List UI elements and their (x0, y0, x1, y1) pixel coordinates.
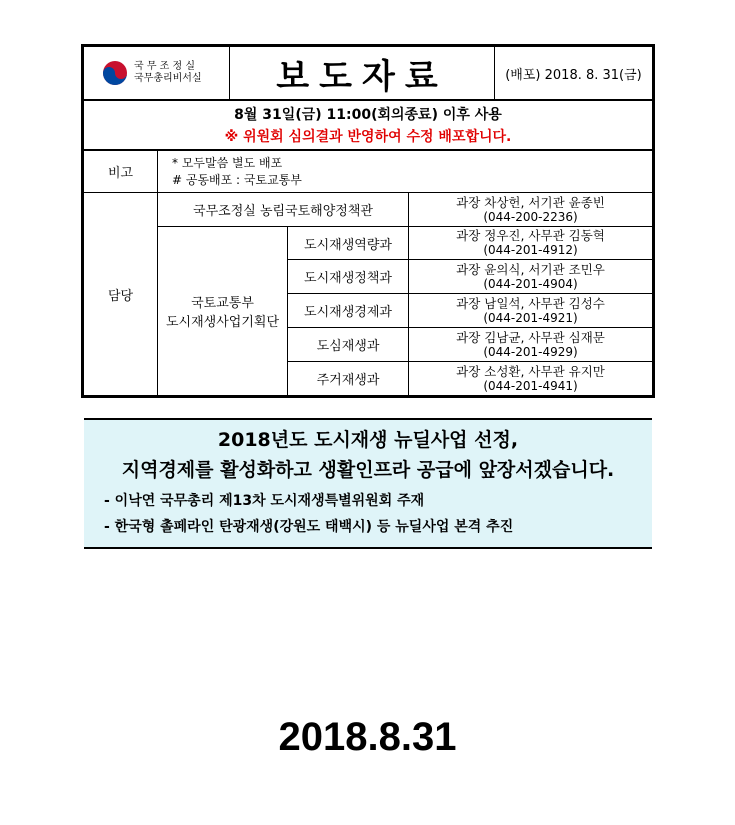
contact-person (409, 362, 653, 396)
contact-person (409, 193, 653, 227)
org-name-1: 국 무 조 정 실 (134, 61, 196, 72)
contact-dept-molit: 국토교통부 도시재생사업기획단 (158, 227, 288, 396)
contact-phone: (044-200-2236) (483, 209, 578, 224)
org-name-2: 국무총리비서실 (134, 73, 202, 84)
contact-label: 담당 (84, 193, 158, 396)
contact-names: 과장 정우진, 사무관 김동혁 (456, 228, 605, 243)
footer-date: 2018.8.31 (278, 715, 457, 759)
press-release-header-table (81, 44, 655, 398)
contact-names: 과장 김남균, 사무관 심재문 (456, 329, 605, 345)
contact-sub-dept: 도시재생정책과 (288, 260, 409, 294)
headline-line-1: 2018년도 도시재생 뉴딜사업 선정, (217, 429, 519, 451)
embargo-cell (84, 101, 653, 150)
contact-person (409, 227, 653, 260)
contact-phone: (044-201-4912) (483, 243, 578, 257)
org-logo-cell (84, 47, 230, 100)
contact-person (409, 328, 653, 362)
summary-bullet: - 한국형 촐페라인 탄광재생(강원도 태백시) 등 뉴딜사업 본격 추진 (104, 519, 514, 535)
contact-names: 과장 소성환, 사무관 유지만 (456, 363, 605, 379)
contact-phone: (044-201-4904) (483, 276, 578, 291)
release-date: (배포) 2018. 8. 31(금) (495, 47, 653, 100)
contact-person (409, 294, 653, 328)
remarks-label: 비고 (84, 151, 158, 193)
contact-dept-opm: 국무조정실 농림국토해양정책관 (158, 193, 409, 227)
contact-phone: (044-201-4941) (483, 378, 578, 393)
remark-item: # 공동배포 : 국토교통부 (172, 172, 302, 187)
revision-notice: ※ 위원회 심의결과 반영하여 수정 배포합니다. (224, 129, 512, 145)
headline-line-2: 지역경제를 활성화하고 생활인프라 공급에 앞장서겠습니다. (121, 459, 615, 481)
page-title: 보도자료 (230, 47, 495, 100)
contact-sub-dept: 도심재생과 (288, 328, 409, 362)
headline-summary-box (84, 418, 652, 549)
contact-sub-dept: 도시재생역량과 (288, 227, 409, 260)
contact-names: 과장 윤의식, 서기관 조민우 (456, 261, 605, 277)
contact-phone: (044-201-4921) (483, 310, 578, 325)
contact-phone: (044-201-4929) (483, 344, 578, 359)
contact-names: 과장 차상헌, 서기관 윤종빈 (456, 194, 605, 210)
embargo-time: 8월 31일(금) 11:00(회의종료) 이후 사용 (234, 107, 502, 123)
summary-bullet: - 이낙연 국무총리 제13차 도시재생특별위원회 주재 (104, 493, 425, 509)
contact-sub-dept: 주거재생과 (288, 362, 409, 396)
contact-sub-dept: 도시재생경제과 (288, 294, 409, 328)
remark-item: * 모두말씀 별도 배포 (172, 155, 283, 170)
remarks-notes (158, 151, 653, 193)
contact-person (409, 260, 653, 294)
taegeuk-logo-icon (102, 60, 128, 86)
contact-names: 과장 남일석, 사무관 김성수 (456, 295, 605, 311)
